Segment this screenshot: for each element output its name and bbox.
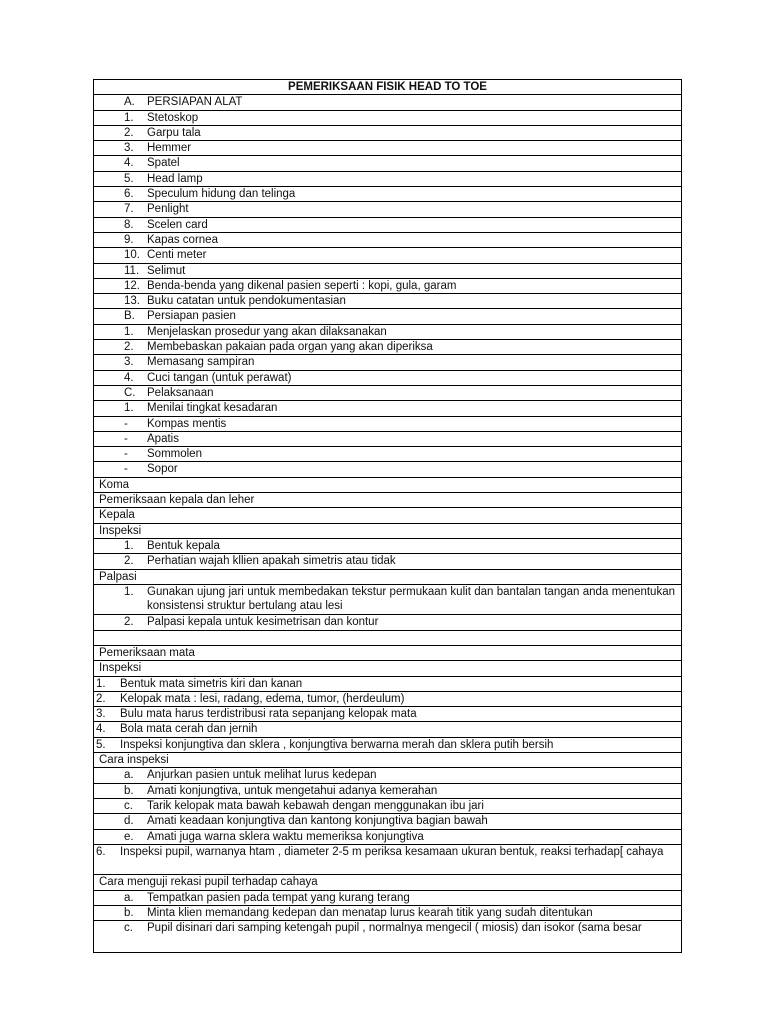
row-marker: a. <box>124 769 134 782</box>
row-text: Centi meter <box>147 249 207 262</box>
row-marker: 4. <box>96 723 106 736</box>
row-text: Garpu tala <box>147 126 201 139</box>
row-text: Bulu mata harus terdistribusi rata sepanjang kelopak mata <box>120 708 417 721</box>
row-marker: 8. <box>124 218 134 231</box>
row-marker: 1. <box>124 585 134 598</box>
table-row <box>94 646 681 661</box>
row-text: PERSIAPAN ALAT <box>147 96 243 109</box>
row-text: Koma <box>99 478 130 491</box>
row-marker: 1. <box>124 539 134 552</box>
row-text: Palpasi <box>99 570 137 583</box>
table-row <box>94 738 681 753</box>
table-row <box>94 875 681 890</box>
table-row <box>94 585 681 616</box>
table-row <box>94 921 681 952</box>
row-marker: c. <box>124 922 133 935</box>
row-text: Head lamp <box>147 172 203 185</box>
row-marker: 6. <box>124 188 134 201</box>
table-row <box>94 141 681 156</box>
row-marker: 1. <box>96 677 106 690</box>
row-text: Menilai tingkat kesadaran <box>147 402 278 415</box>
table-row <box>94 830 681 845</box>
row-marker: 1. <box>124 111 134 124</box>
table-row <box>94 279 681 294</box>
table-row <box>94 722 681 737</box>
table-row <box>94 570 681 585</box>
table-row <box>94 371 681 386</box>
table-row <box>94 677 681 692</box>
row-text: Tempatkan pasien pada tempat yang kurang terang <box>147 891 410 904</box>
table-row <box>94 753 681 768</box>
row-marker: - <box>124 448 128 461</box>
table-row <box>94 661 681 676</box>
row-text: Cuci tangan (untuk perawat) <box>147 371 292 384</box>
row-text: Pemeriksaan kepala dan leher <box>99 494 255 507</box>
row-marker: B. <box>124 310 135 323</box>
row-marker: - <box>124 463 128 476</box>
table-row <box>94 845 681 876</box>
row-marker: 3. <box>124 142 134 155</box>
row-text: Anjurkan pasien untuk melihat lurus kedepan <box>147 769 377 782</box>
row-text: Stetoskop <box>147 111 199 124</box>
table-row <box>94 508 681 523</box>
table-row <box>94 478 681 493</box>
table-row <box>94 768 681 783</box>
table-row <box>94 309 681 324</box>
row-text: Persiapan pasien <box>147 310 236 323</box>
row-text: Apatis <box>147 432 179 445</box>
row-text: Minta klien memandang kedepan dan menatap lurus kearah titik yang sudah ditentukan <box>147 907 593 920</box>
row-marker: 1. <box>124 325 134 338</box>
table-row <box>94 401 681 416</box>
row-marker: C. <box>124 386 136 399</box>
row-marker: 5. <box>124 172 134 185</box>
table-row <box>94 524 681 539</box>
table-row <box>94 156 681 171</box>
row-text: Kepala <box>99 509 135 522</box>
table-row <box>94 218 681 233</box>
row-text: Amati konjungtiva, untuk mengetahui adanya kemerahan <box>147 784 438 797</box>
row-text: Sopor <box>147 463 178 476</box>
row-marker: a. <box>124 891 134 904</box>
row-text: Kelopak mata : lesi, radang, edema, tumor, (herdeulum) <box>120 692 405 705</box>
row-marker: 13. <box>124 295 140 308</box>
row-marker: 5. <box>96 738 106 751</box>
row-text: Perhatian wajah kllien apakah simetris atau tidak <box>147 555 396 568</box>
table-row <box>94 631 681 646</box>
row-text: Cara menguji rekasi pupil terhadap cahaya <box>99 876 318 889</box>
table-row <box>94 202 681 217</box>
table-row <box>94 432 681 447</box>
table-row <box>94 126 681 141</box>
row-marker: 10. <box>124 249 140 262</box>
row-marker: 3. <box>96 708 106 721</box>
table-row <box>94 248 681 263</box>
row-text: Pemeriksaan mata <box>99 646 195 659</box>
row-marker: 1. <box>124 402 134 415</box>
row-text: Gunakan ujung jari untuk membedakan tekstur permukaan kulit dan bantalan tangan anda menentukan konsistensi struktur bertulang atau lesi <box>147 585 675 613</box>
row-text: Amati juga warna sklera waktu memeriksa konjungtiva <box>147 830 424 843</box>
row-text: Inspeksi konjungtiva dan sklera , konjungtiva berwarna merah dan sklera putih bersih <box>120 738 554 751</box>
row-marker: 9. <box>124 233 134 246</box>
table-row <box>94 784 681 799</box>
checklist-table <box>93 79 682 953</box>
row-marker: c. <box>124 799 133 812</box>
row-marker: 2. <box>124 616 134 629</box>
row-text: Membebaskan pakaian pada organ yang akan diperiksa <box>147 341 433 354</box>
table-row <box>94 264 681 279</box>
table-row <box>94 355 681 370</box>
row-marker: 3. <box>124 356 134 369</box>
table-row <box>94 386 681 401</box>
row-marker: 7. <box>124 203 134 216</box>
row-marker: 4. <box>124 157 134 170</box>
table-row <box>94 493 681 508</box>
table-row <box>94 111 681 126</box>
table-row <box>94 906 681 921</box>
table-row <box>94 692 681 707</box>
row-text: Sommolen <box>147 448 202 461</box>
row-text: Bentuk kepala <box>147 539 220 552</box>
row-marker: 2. <box>124 341 134 354</box>
row-marker: e. <box>124 830 134 843</box>
row-marker: 11. <box>124 264 140 277</box>
row-marker: 2. <box>96 692 106 705</box>
table-row <box>94 447 681 462</box>
row-text: Speculum hidung dan telinga <box>147 188 296 201</box>
table-row <box>94 417 681 432</box>
row-text: Memasang sampiran <box>147 356 255 369</box>
row-text: Kompas mentis <box>147 417 227 430</box>
row-marker: d. <box>124 815 134 828</box>
row-text: Menjelaskan prosedur yang akan dilaksanakan <box>147 325 387 338</box>
table-row <box>94 462 681 477</box>
row-text: Bentuk mata simetris kiri dan kanan <box>120 677 303 690</box>
row-text: Amati keadaan konjungtiva dan kantong konjungtiva bagian bawah <box>147 815 488 828</box>
row-text: Palpasi kepala untuk kesimetrisan dan kontur <box>147 616 379 629</box>
row-text: Cara inspeksi <box>99 754 169 767</box>
row-marker: 2. <box>124 126 134 139</box>
table-row <box>94 233 681 248</box>
table-row <box>94 891 681 906</box>
row-marker: - <box>124 417 128 430</box>
row-marker: 12. <box>124 279 140 292</box>
row-text: Spatel <box>147 157 180 170</box>
row-text: Benda-benda yang dikenal pasien seperti : kopi, gula, garam <box>147 279 457 292</box>
row-marker: - <box>124 432 128 445</box>
page-title: PEMERIKSAAN FISIK HEAD TO TOE <box>94 80 681 95</box>
row-marker: A. <box>124 96 135 109</box>
row-marker: b. <box>124 784 134 797</box>
table-row <box>94 799 681 814</box>
table-row <box>94 554 681 569</box>
row-text: Pupil disinari dari samping ketengah pupil , normalnya mengecil ( miosis) dan isokor (sama besar <box>147 922 642 935</box>
row-text: Bola mata cerah dan jernih <box>120 723 258 736</box>
row-marker: 6. <box>96 845 106 858</box>
table-row <box>94 325 681 340</box>
row-text: Inspeksi pupil, warnanya htam , diameter 2-5 m periksa kesamaan ukuran bentuk, reaksi terhadap[ cahaya <box>120 845 664 858</box>
table-row <box>94 187 681 202</box>
row-text: Buku catatan untuk pendokumentasian <box>147 295 346 308</box>
table-row <box>94 615 681 630</box>
table-row <box>94 340 681 355</box>
row-text: Inspeksi <box>99 662 142 675</box>
row-text: Kapas cornea <box>147 233 218 246</box>
row-text: Pelaksanaan <box>147 386 214 399</box>
table-row <box>94 172 681 187</box>
row-text: Scelen card <box>147 218 208 231</box>
table-row <box>94 539 681 554</box>
row-marker: b. <box>124 907 134 920</box>
row-text: Hemmer <box>147 142 192 155</box>
row-marker: 2. <box>124 555 134 568</box>
table-row <box>94 294 681 309</box>
row-text: Selimut <box>147 264 186 277</box>
row-text: Inspeksi <box>99 524 142 537</box>
table-row <box>94 95 681 110</box>
row-marker: 4. <box>124 371 134 384</box>
row-text: Tarik kelopak mata bawah kebawah dengan menggunakan ibu jari <box>147 799 484 812</box>
table-row <box>94 707 681 722</box>
table-row <box>94 814 681 829</box>
row-text: Penlight <box>147 203 189 216</box>
